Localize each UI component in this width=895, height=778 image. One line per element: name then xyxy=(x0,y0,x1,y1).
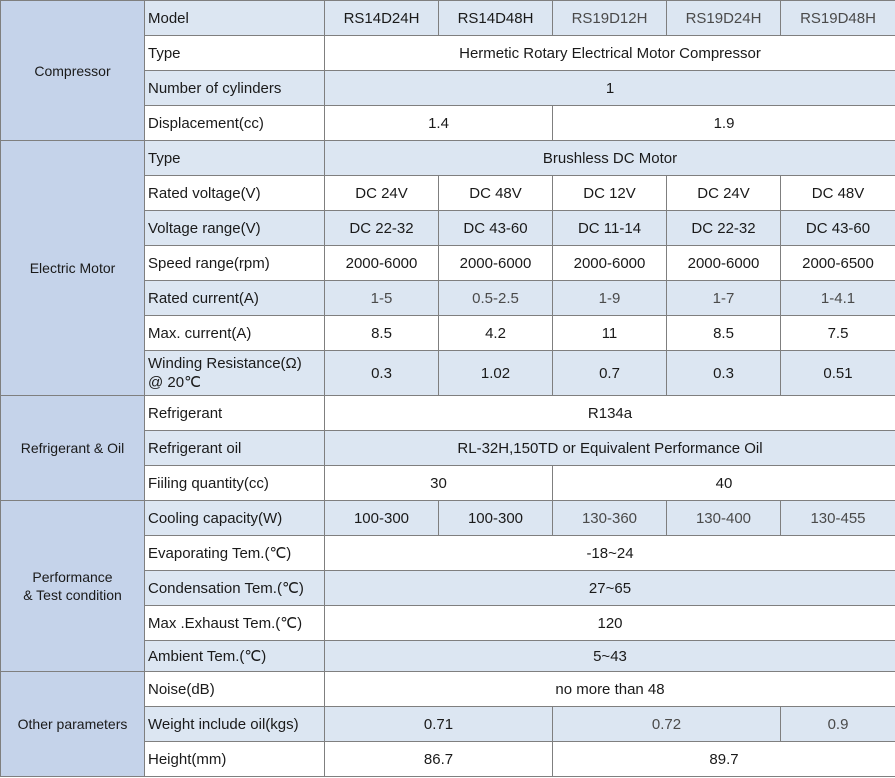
group-performance-line1: Performance xyxy=(32,569,113,585)
model-header: RS19D12H xyxy=(553,1,667,36)
value-cooling-capacity: 100-300 xyxy=(325,501,439,536)
value-speed-range: 2000-6000 xyxy=(553,246,667,281)
value-voltage-range: DC 43-60 xyxy=(439,211,553,246)
value-height: 89.7 xyxy=(553,742,895,777)
model-header: RS14D48H xyxy=(439,1,553,36)
value-cooling-capacity: 130-360 xyxy=(553,501,667,536)
value-noise: no more than 48 xyxy=(325,672,895,707)
value-voltage-range: DC 11-14 xyxy=(553,211,667,246)
label-cooling-capacity: Cooling capacity(W) xyxy=(145,501,325,536)
label-noise: Noise(dB) xyxy=(145,672,325,707)
row-refrigerant xyxy=(1,396,895,431)
group-other-parameters: Other parameters xyxy=(1,672,145,777)
label-winding-line2: @ 20℃ xyxy=(148,374,201,391)
value-max-current: 4.2 xyxy=(439,316,553,351)
value-rated-current: 1-5 xyxy=(325,281,439,316)
label-rated-voltage: Rated voltage(V) xyxy=(145,176,325,211)
value-rated-voltage: DC 24V xyxy=(667,176,781,211)
value-speed-range: 2000-6500 xyxy=(781,246,895,281)
value-ambient-tem: 5~43 xyxy=(325,641,895,672)
value-max-current: 8.5 xyxy=(667,316,781,351)
row-noise xyxy=(1,672,895,707)
row-motor-type xyxy=(1,141,895,176)
value-winding-resistance: 0.3 xyxy=(667,351,781,396)
value-voltage-range: DC 22-32 xyxy=(325,211,439,246)
label-condensation-tem: Condensation Tem.(℃) xyxy=(145,571,325,606)
value-exhaust-tem: 120 xyxy=(325,606,895,641)
value-cylinders: 1 xyxy=(325,71,895,106)
label-exhaust-tem: Max .Exhaust Tem.(℃) xyxy=(145,606,325,641)
value-max-current: 11 xyxy=(553,316,667,351)
value-compressor-type: Hermetic Rotary Electrical Motor Compressor xyxy=(325,36,895,71)
value-max-current: 8.5 xyxy=(325,316,439,351)
group-performance-line2: & Test condition xyxy=(23,587,122,603)
value-voltage-range: DC 43-60 xyxy=(781,211,895,246)
value-cooling-capacity: 130-400 xyxy=(667,501,781,536)
label-voltage-range: Voltage range(V) xyxy=(145,211,325,246)
group-performance xyxy=(1,501,145,672)
value-winding-resistance: 0.51 xyxy=(781,351,895,396)
value-rated-voltage: DC 12V xyxy=(553,176,667,211)
value-winding-resistance: 1.02 xyxy=(439,351,553,396)
value-speed-range: 2000-6000 xyxy=(439,246,553,281)
value-filling-quantity: 40 xyxy=(553,466,895,501)
label-refrigerant: Refrigerant xyxy=(145,396,325,431)
value-speed-range: 2000-6000 xyxy=(325,246,439,281)
row-model xyxy=(1,1,895,36)
value-rated-voltage: DC 48V xyxy=(439,176,553,211)
value-winding-resistance: 0.7 xyxy=(553,351,667,396)
label-winding-resistance xyxy=(145,351,325,396)
label-winding-line1: Winding Resistance(Ω) xyxy=(148,355,302,372)
value-rated-current: 1-4.1 xyxy=(781,281,895,316)
value-filling-quantity: 30 xyxy=(325,466,553,501)
label-rated-current: Rated current(A) xyxy=(145,281,325,316)
label-evaporating-tem: Evaporating Tem.(℃) xyxy=(145,536,325,571)
value-height: 86.7 xyxy=(325,742,553,777)
label-refrigerant-oil: Refrigerant oil xyxy=(145,431,325,466)
value-speed-range: 2000-6000 xyxy=(667,246,781,281)
value-refrigerant-oil: RL-32H,150TD or Equivalent Performance Oil xyxy=(325,431,895,466)
value-winding-resistance: 0.3 xyxy=(325,351,439,396)
value-refrigerant: R134a xyxy=(325,396,895,431)
label-filling-quantity: Fiiling quantity(cc) xyxy=(145,466,325,501)
model-header: RS19D48H xyxy=(781,1,895,36)
label-cylinders: Number of cylinders xyxy=(145,71,325,106)
value-rated-current: 0.5-2.5 xyxy=(439,281,553,316)
value-rated-voltage: DC 48V xyxy=(781,176,895,211)
value-cooling-capacity: 100-300 xyxy=(439,501,553,536)
label-motor-type: Type xyxy=(145,141,325,176)
label-height: Height(mm) xyxy=(145,742,325,777)
value-weight: 0.71 xyxy=(325,707,553,742)
label-model: Model xyxy=(145,1,325,36)
model-header: RS19D24H xyxy=(667,1,781,36)
group-compressor: Compressor xyxy=(1,1,145,141)
label-ambient-tem: Ambient Tem.(℃) xyxy=(145,641,325,672)
row-cooling-capacity xyxy=(1,501,895,536)
label-compressor-type: Type xyxy=(145,36,325,71)
value-rated-voltage: DC 24V xyxy=(325,176,439,211)
value-condensation-tem: 27~65 xyxy=(325,571,895,606)
value-displacement: 1.4 xyxy=(325,106,553,141)
label-displacement: Displacement(cc) xyxy=(145,106,325,141)
value-motor-type: Brushless DC Motor xyxy=(325,141,895,176)
value-rated-current: 1-9 xyxy=(553,281,667,316)
value-rated-current: 1-7 xyxy=(667,281,781,316)
label-weight: Weight include oil(kgs) xyxy=(145,707,325,742)
value-weight: 0.72 xyxy=(553,707,781,742)
value-max-current: 7.5 xyxy=(781,316,895,351)
model-header: RS14D24H xyxy=(325,1,439,36)
group-refrigerant-oil: Refrigerant & Oil xyxy=(1,396,145,501)
label-speed-range: Speed range(rpm) xyxy=(145,246,325,281)
group-electric-motor: Electric Motor xyxy=(1,141,145,396)
value-evaporating-tem: -18~24 xyxy=(325,536,895,571)
value-cooling-capacity: 130-455 xyxy=(781,501,895,536)
value-displacement: 1.9 xyxy=(553,106,895,141)
label-max-current: Max. current(A) xyxy=(145,316,325,351)
value-voltage-range: DC 22-32 xyxy=(667,211,781,246)
value-weight: 0.9 xyxy=(781,707,895,742)
